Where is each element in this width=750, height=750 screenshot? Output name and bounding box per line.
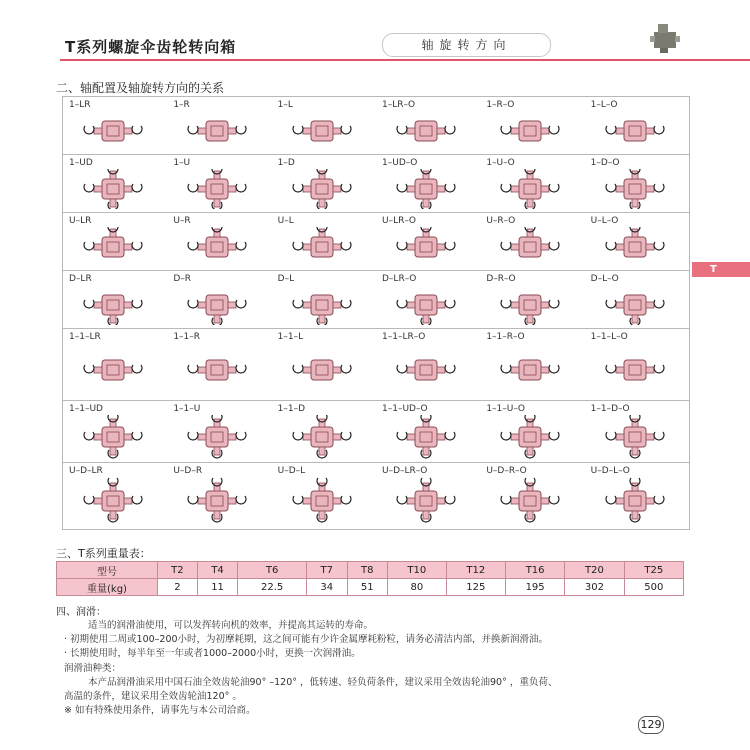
- config-label: 1–1–R–O: [486, 332, 525, 342]
- config-cell: [272, 329, 376, 400]
- gearbox-rotation-icon: [500, 169, 560, 209]
- gearbox-rotation-icon: [605, 227, 665, 267]
- config-cell: [585, 155, 689, 212]
- config-cell: [376, 97, 480, 154]
- gearbox-rotation-icon: [500, 285, 560, 325]
- config-label: D–LR: [69, 274, 92, 284]
- config-label: U–D–R: [173, 466, 203, 476]
- gearbox-rotation-icon: [396, 415, 456, 459]
- gearbox-rotation-icon: [83, 285, 143, 325]
- weight-cell: 34: [307, 579, 348, 596]
- config-cell: [376, 271, 480, 328]
- oil-type-title: 润滑油种类：: [64, 663, 122, 674]
- lubrication-intro: 适当的润滑油使用，可以发挥转向机的效率，并提高其运转的寿命。: [88, 620, 374, 631]
- config-cell: [480, 155, 584, 212]
- config-cell: [272, 401, 376, 462]
- weight-cell: 195: [505, 579, 564, 596]
- config-row: [63, 213, 689, 271]
- config-cell: [63, 463, 167, 529]
- model-cell: T12: [446, 562, 505, 579]
- config-label: 1–UD–O: [382, 158, 418, 168]
- config-label: D–L: [277, 274, 295, 284]
- config-cell: [272, 155, 376, 212]
- gearbox-rotation-icon: [187, 111, 247, 151]
- model-cell: T6: [238, 562, 307, 579]
- config-cell: [480, 97, 584, 154]
- header-rule: [60, 59, 750, 61]
- gearbox-rotation-icon: [292, 227, 352, 267]
- gearbox-rotation-icon: [83, 343, 143, 397]
- gearbox-rotation-icon: [187, 169, 247, 209]
- config-cell: [585, 401, 689, 462]
- gearbox-rotation-icon: [187, 415, 247, 459]
- config-row: [63, 155, 689, 213]
- config-label: 1–1–D–O: [590, 404, 630, 414]
- config-cell: [376, 155, 480, 212]
- gearbox-rotation-icon: [500, 477, 560, 525]
- config-label: 1–UD: [69, 158, 93, 168]
- config-cell: [272, 97, 376, 154]
- gearbox-rotation-icon: [605, 285, 665, 325]
- config-label: U–D–L: [277, 466, 306, 476]
- config-label: D–R: [173, 274, 192, 284]
- config-cell: [167, 213, 271, 270]
- gearbox-product-image: [650, 20, 680, 54]
- weight-cell: 302: [565, 579, 624, 596]
- section-3-title: 三、T系列重量表：: [56, 547, 151, 560]
- config-row: [63, 271, 689, 329]
- gearbox-rotation-icon: [396, 285, 456, 325]
- side-tab: T: [692, 262, 750, 277]
- gearbox-rotation-icon: [83, 111, 143, 151]
- section-badge: 轴旋转方向: [382, 33, 551, 57]
- config-cell: [63, 155, 167, 212]
- gearbox-rotation-icon: [605, 111, 665, 151]
- config-cell: [63, 271, 167, 328]
- config-row: [63, 401, 689, 463]
- gearbox-rotation-icon: [605, 477, 665, 525]
- config-cell: [167, 329, 271, 400]
- gearbox-rotation-icon: [187, 343, 247, 397]
- config-cell: [63, 97, 167, 154]
- section-4-title: 四、润滑：: [56, 607, 106, 618]
- gearbox-rotation-icon: [292, 111, 352, 151]
- weight-cell: 2: [158, 579, 198, 596]
- section-2-title: 二、轴配置及轴旋转方向的关系: [56, 81, 225, 95]
- gearbox-rotation-icon: [605, 169, 665, 209]
- config-cell: [585, 97, 689, 154]
- config-label: 1–R–O: [486, 100, 515, 110]
- config-cell: [585, 329, 689, 400]
- config-cell: [63, 213, 167, 270]
- config-label: 1–1–R: [173, 332, 201, 342]
- weight-table: [56, 561, 684, 596]
- weight-cell: 500: [624, 579, 683, 596]
- config-label: 1–R: [173, 100, 190, 110]
- config-cell: [480, 401, 584, 462]
- config-label: U–D–L–O: [590, 466, 630, 476]
- config-label: U–L: [277, 216, 294, 226]
- model-cell: T20: [565, 562, 624, 579]
- config-cell: [167, 155, 271, 212]
- gearbox-rotation-icon: [396, 227, 456, 267]
- config-label: 1–1–UD: [69, 404, 103, 414]
- gearbox-rotation-icon: [187, 477, 247, 525]
- config-label: U–D–LR–O: [382, 466, 428, 476]
- lubrication-note-longterm: · 长期使用时，每半年至一年或者1000–2000小时，更换一次润滑油。: [64, 648, 361, 659]
- gearbox-rotation-icon: [396, 169, 456, 209]
- page-number: 129: [638, 716, 664, 734]
- config-label: U–L–O: [590, 216, 619, 226]
- gearbox-rotation-icon: [292, 415, 352, 459]
- config-cell: [376, 213, 480, 270]
- model-cell: T4: [197, 562, 238, 579]
- special-note: ※ 如有特殊使用条件，请事先与本公司洽商。: [64, 705, 256, 716]
- oil-type-text: 本产品润滑油采用中国石油全效齿轮油90° –120° ，低转速、轻负荷条件，建议采用全效齿轮油90° ，重负荷、: [88, 677, 558, 688]
- gearbox-rotation-icon: [83, 169, 143, 209]
- model-cell: T25: [624, 562, 683, 579]
- page-title: T系列螺旋伞齿轮转向箱: [65, 38, 237, 56]
- config-cell: [63, 401, 167, 462]
- config-label: U–LR–O: [382, 216, 416, 226]
- gearbox-rotation-icon: [396, 111, 456, 151]
- config-cell: [167, 401, 271, 462]
- config-cell: [480, 271, 584, 328]
- gearbox-rotation-icon: [187, 227, 247, 267]
- config-label: 1–1–L–O: [590, 332, 628, 342]
- gearbox-rotation-icon: [605, 343, 665, 397]
- model-cell: T7: [307, 562, 348, 579]
- config-label: 1–D: [277, 158, 295, 168]
- config-label: D–LR–O: [382, 274, 417, 284]
- gearbox-rotation-icon: [187, 285, 247, 325]
- config-label: 1–1–UD–O: [382, 404, 428, 414]
- weight-cell: 80: [388, 579, 447, 596]
- model-cell: T8: [347, 562, 388, 579]
- config-cell: [585, 463, 689, 529]
- weight-cell: 22.5: [238, 579, 307, 596]
- gearbox-rotation-icon: [500, 227, 560, 267]
- config-label: 1–U–O: [486, 158, 515, 168]
- config-cell: [376, 329, 480, 400]
- model-cell: T16: [505, 562, 564, 579]
- gearbox-rotation-icon: [292, 343, 352, 397]
- config-cell: [376, 463, 480, 529]
- config-cell: [480, 463, 584, 529]
- model-cell: T10: [388, 562, 447, 579]
- gearbox-rotation-icon: [292, 169, 352, 209]
- gearbox-rotation-icon: [83, 415, 143, 459]
- config-cell: [480, 329, 584, 400]
- config-label: 1–LR–O: [382, 100, 416, 110]
- config-label: 1–U: [173, 158, 191, 168]
- config-label: U–D–R–O: [486, 466, 527, 476]
- config-cell: [272, 463, 376, 529]
- gearbox-rotation-icon: [83, 227, 143, 267]
- config-cell: [167, 271, 271, 328]
- gearbox-rotation-icon: [292, 285, 352, 325]
- config-label: 1–1–U–O: [486, 404, 525, 414]
- gearbox-rotation-icon: [605, 415, 665, 459]
- config-label: U–R: [173, 216, 191, 226]
- config-label: 1–1–LR–O: [382, 332, 426, 342]
- weight-cell: 51: [347, 579, 388, 596]
- config-label: 1–1–U: [173, 404, 201, 414]
- config-cell: [585, 213, 689, 270]
- model-header-cell: 型号: [57, 562, 158, 579]
- config-cell: [167, 463, 271, 529]
- config-label: 1–L: [277, 100, 293, 110]
- config-cell: [272, 271, 376, 328]
- config-label: 1–1–D: [277, 404, 306, 414]
- gearbox-rotation-icon: [500, 111, 560, 151]
- config-label: U–R–O: [486, 216, 516, 226]
- config-label: D–L–O: [590, 274, 619, 284]
- weight-cell: 11: [197, 579, 238, 596]
- config-row: [63, 97, 689, 155]
- config-label: 1–L–O: [590, 100, 618, 110]
- config-cell: [376, 401, 480, 462]
- config-cell: [63, 329, 167, 400]
- gearbox-rotation-icon: [83, 477, 143, 525]
- config-row: [63, 329, 689, 401]
- weight-table-header-row: [57, 562, 684, 579]
- config-label: 1–1–L: [277, 332, 304, 342]
- gearbox-rotation-icon: [396, 343, 456, 397]
- config-cell: [167, 97, 271, 154]
- gearbox-rotation-icon: [396, 477, 456, 525]
- config-label: U–D–LR: [69, 466, 103, 476]
- oil-type-text-cont: 高温的条件，建议采用全效齿轮油120° 。: [64, 691, 242, 702]
- weight-header-cell: 重量(kg): [57, 579, 158, 596]
- config-cell: [272, 213, 376, 270]
- model-cell: T2: [158, 562, 198, 579]
- shaft-config-grid: [62, 96, 690, 530]
- config-label: 1–1–LR: [69, 332, 101, 342]
- config-label: D–R–O: [486, 274, 516, 284]
- gearbox-rotation-icon: [500, 343, 560, 397]
- config-label: 1–D–O: [590, 158, 620, 168]
- weight-table-value-row: [57, 579, 684, 596]
- config-cell: [585, 271, 689, 328]
- lubrication-note-initial: · 初期使用二周或100–200小时，为初摩耗期，这之间可能有少许金属摩耗粉粒，请务必清洁内部，并换新润滑油。: [64, 634, 549, 645]
- config-label: 1–LR: [69, 100, 91, 110]
- gearbox-rotation-icon: [500, 415, 560, 459]
- config-cell: [480, 213, 584, 270]
- gearbox-rotation-icon: [292, 477, 352, 525]
- config-row: [63, 463, 689, 529]
- weight-cell: 125: [446, 579, 505, 596]
- config-label: U–LR: [69, 216, 92, 226]
